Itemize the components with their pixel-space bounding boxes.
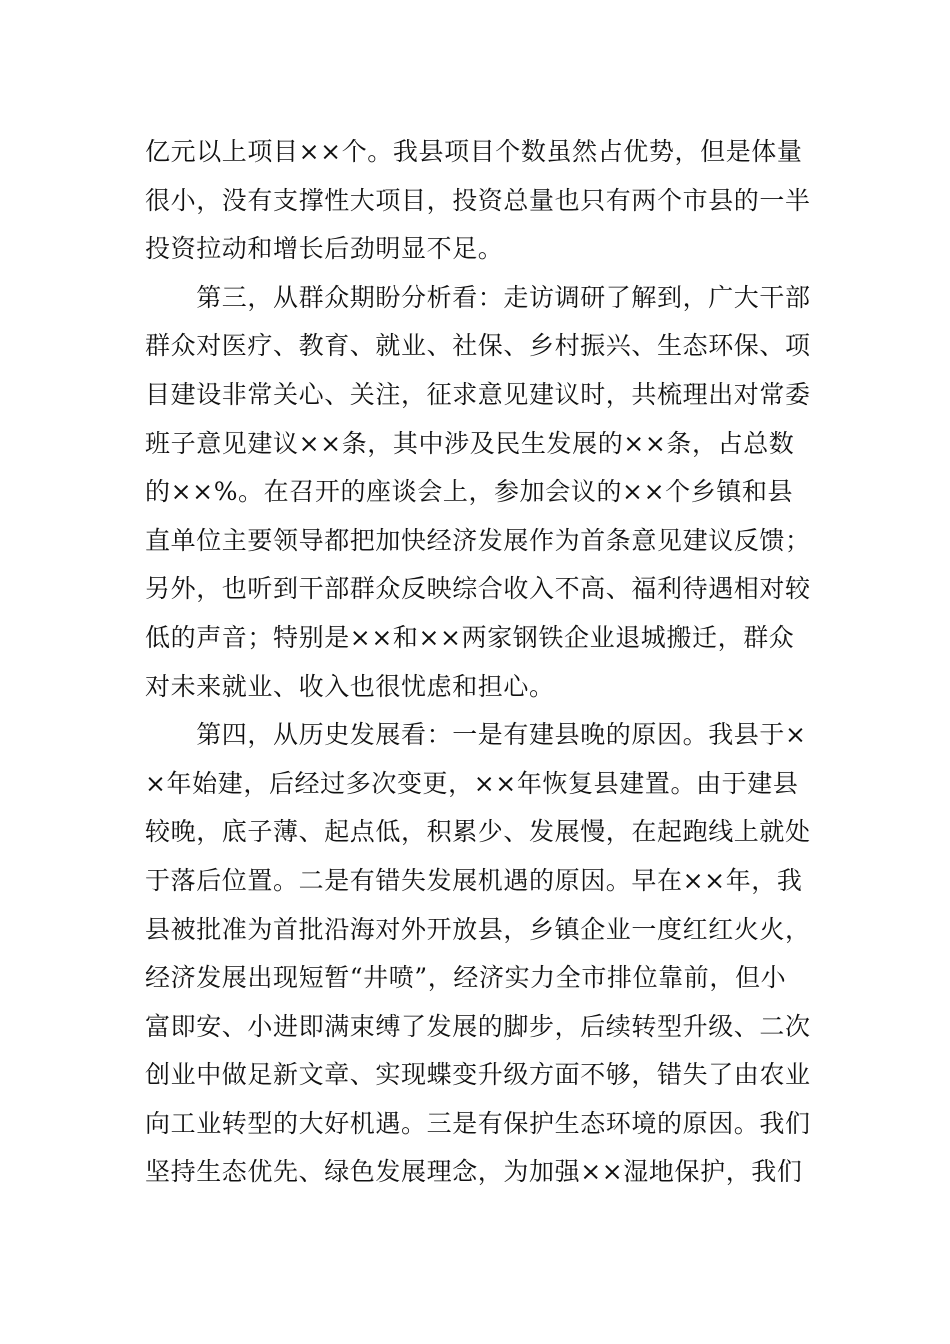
text-line: 向工业转型的大好机遇。三是有保护生态环境的原因。我们 <box>145 1108 811 1138</box>
text-line: 班子意见建议××条，其中涉及民生发展的××条，占总数 <box>145 428 795 458</box>
text-line: 创业中做足新文章、实现蝶变升级方面不够，错失了由农业 <box>145 1060 811 1090</box>
paragraph-public-expectations <box>145 274 813 711</box>
text-line: 目建设非常关心、关注，征求意见建议时，共梳理出对常委 <box>145 379 811 409</box>
text-line: 县被批准为首批沿海对外开放县，乡镇企业一度红红火火， <box>145 914 811 944</box>
text-line: 低的声音；特别是××和××两家钢铁企业退城搬迁，群众 <box>145 622 795 652</box>
text-line: ×年始建，后经过多次变更，××年恢复县建置。由于建县 <box>145 768 799 798</box>
paragraph-investment <box>145 128 813 274</box>
text-line: 第三，从群众期盼分析看：走访调研了解到，广大干部 <box>145 282 811 312</box>
text-line: 另外，也听到干部群众反映综合收入不高、福利待遇相对较 <box>145 574 811 604</box>
text-line: 投资拉动和增长后劲明显不足。 <box>145 234 504 264</box>
text-line: 群众对医疗、教育、就业、社保、乡村振兴、生态环保、项 <box>145 331 811 361</box>
text-line: 坚持生态优先、绿色发展理念，为加强××湿地保护，我们 <box>145 1157 803 1187</box>
text-line: 很小，没有支撑性大项目，投资总量也只有两个市县的一半 <box>145 185 811 215</box>
text-line: 第四，从历史发展看：一是有建县晚的原因。我县于× <box>145 720 807 750</box>
text-line: 于落后位置。二是有错失发展机遇的原因。早在××年，我 <box>145 865 803 895</box>
body-text <box>145 128 813 1197</box>
text-line: 对未来就业、收入也很忧虑和担心。 <box>145 671 555 701</box>
text-line: 直单位主要领导都把加快经济发展作为首条意见建议反馈； <box>145 525 811 555</box>
paragraph-historical-development <box>145 711 813 1197</box>
text-line: 的××%。在召开的座谈会上，参加会议的××个乡镇和县 <box>145 477 794 507</box>
text-line: 经济发展出现短暂“井喷”，经济实力全市排位靠前，但小 <box>145 963 787 993</box>
text-line: 较晚，底子薄、起点低，积累少、发展慢，在起跑线上就处 <box>145 817 811 847</box>
text-line: 富即安、小进即满束缚了发展的脚步，后续转型升级、二次 <box>145 1011 811 1041</box>
text-line: 亿元以上项目××个。我县项目个数虽然占优势，但是体量 <box>145 137 803 166</box>
